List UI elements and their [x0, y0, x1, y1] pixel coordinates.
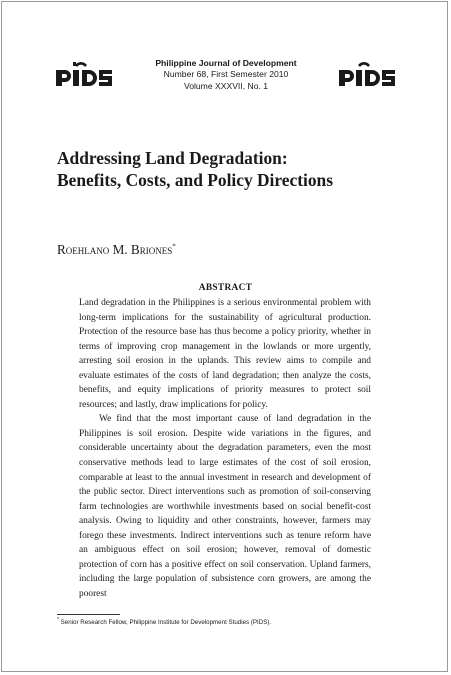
abstract-paragraph-2: We find that the most important cause of land degradation in the Philippines is soil erosion. Despite wide variations in the figures, and considerable uncertainty about the degradation parameters, even the most conservative methods lead to large estimates of the cost of soil erosion, comparable at least to the annual investment in research and development of the public sector. Direct interventions such as promotion of soil-conserving farm technologies are worthwhile investments based on social benefit-cost analysis. Owing to liquidity and other constraints, however, farmers may forego these investments. Indirect interventions such as tenure reform have an ambiguous effect on soil erosion; however, removal of domestic protection of corn has a positive effect on soil conservation. Upland farmers, including the large population of subsistence corn growers, are among the poorest — [79, 414, 371, 599]
title-line-1: Addressing Land Degradation: — [57, 148, 288, 168]
author-name — [57, 242, 176, 258]
volume-info: Volume XXXVII, No. 1 — [183, 80, 269, 91]
article-title — [57, 147, 397, 191]
journal-name: Philippine Journal of Development — [155, 58, 297, 68]
title-line-2: Benefits, Costs, and Policy Directions — [57, 170, 333, 190]
abstract-body — [79, 296, 371, 601]
abstract-heading: ABSTRACT — [198, 283, 253, 293]
pids-logo-left — [56, 62, 112, 86]
footnote-text: Senior Research Fellow, Philippine Institute for Development Studies (PIDS). — [58, 619, 272, 627]
footnote-divider — [57, 614, 120, 615]
issue-number: Number 68, First Semester 2010 — [163, 69, 289, 80]
abstract-paragraph-1: Land degradation in the Philippines is a serious environmental problem with long-term implications for the sustainability of agricultural production. Protection of the resource base has thus become a policy priority, whether in terms of improving crop management in the lowlands or more urgently, arresting soil erosion in the uplands. This review aims to compile and evaluate estimates of the costs of land degradation; then analyze the costs, benefits, and equity implications of priority measures to protect soil resources; and lastly, draw implications for policy. — [79, 298, 371, 410]
pids-logo-right — [339, 62, 395, 86]
journal-masthead — [120, 58, 332, 92]
footnote-marker: * — [57, 617, 59, 623]
author-footnote — [57, 616, 417, 627]
author-text: Roehlano M. Briones — [57, 242, 173, 257]
author-footnote-marker: * — [172, 242, 176, 251]
